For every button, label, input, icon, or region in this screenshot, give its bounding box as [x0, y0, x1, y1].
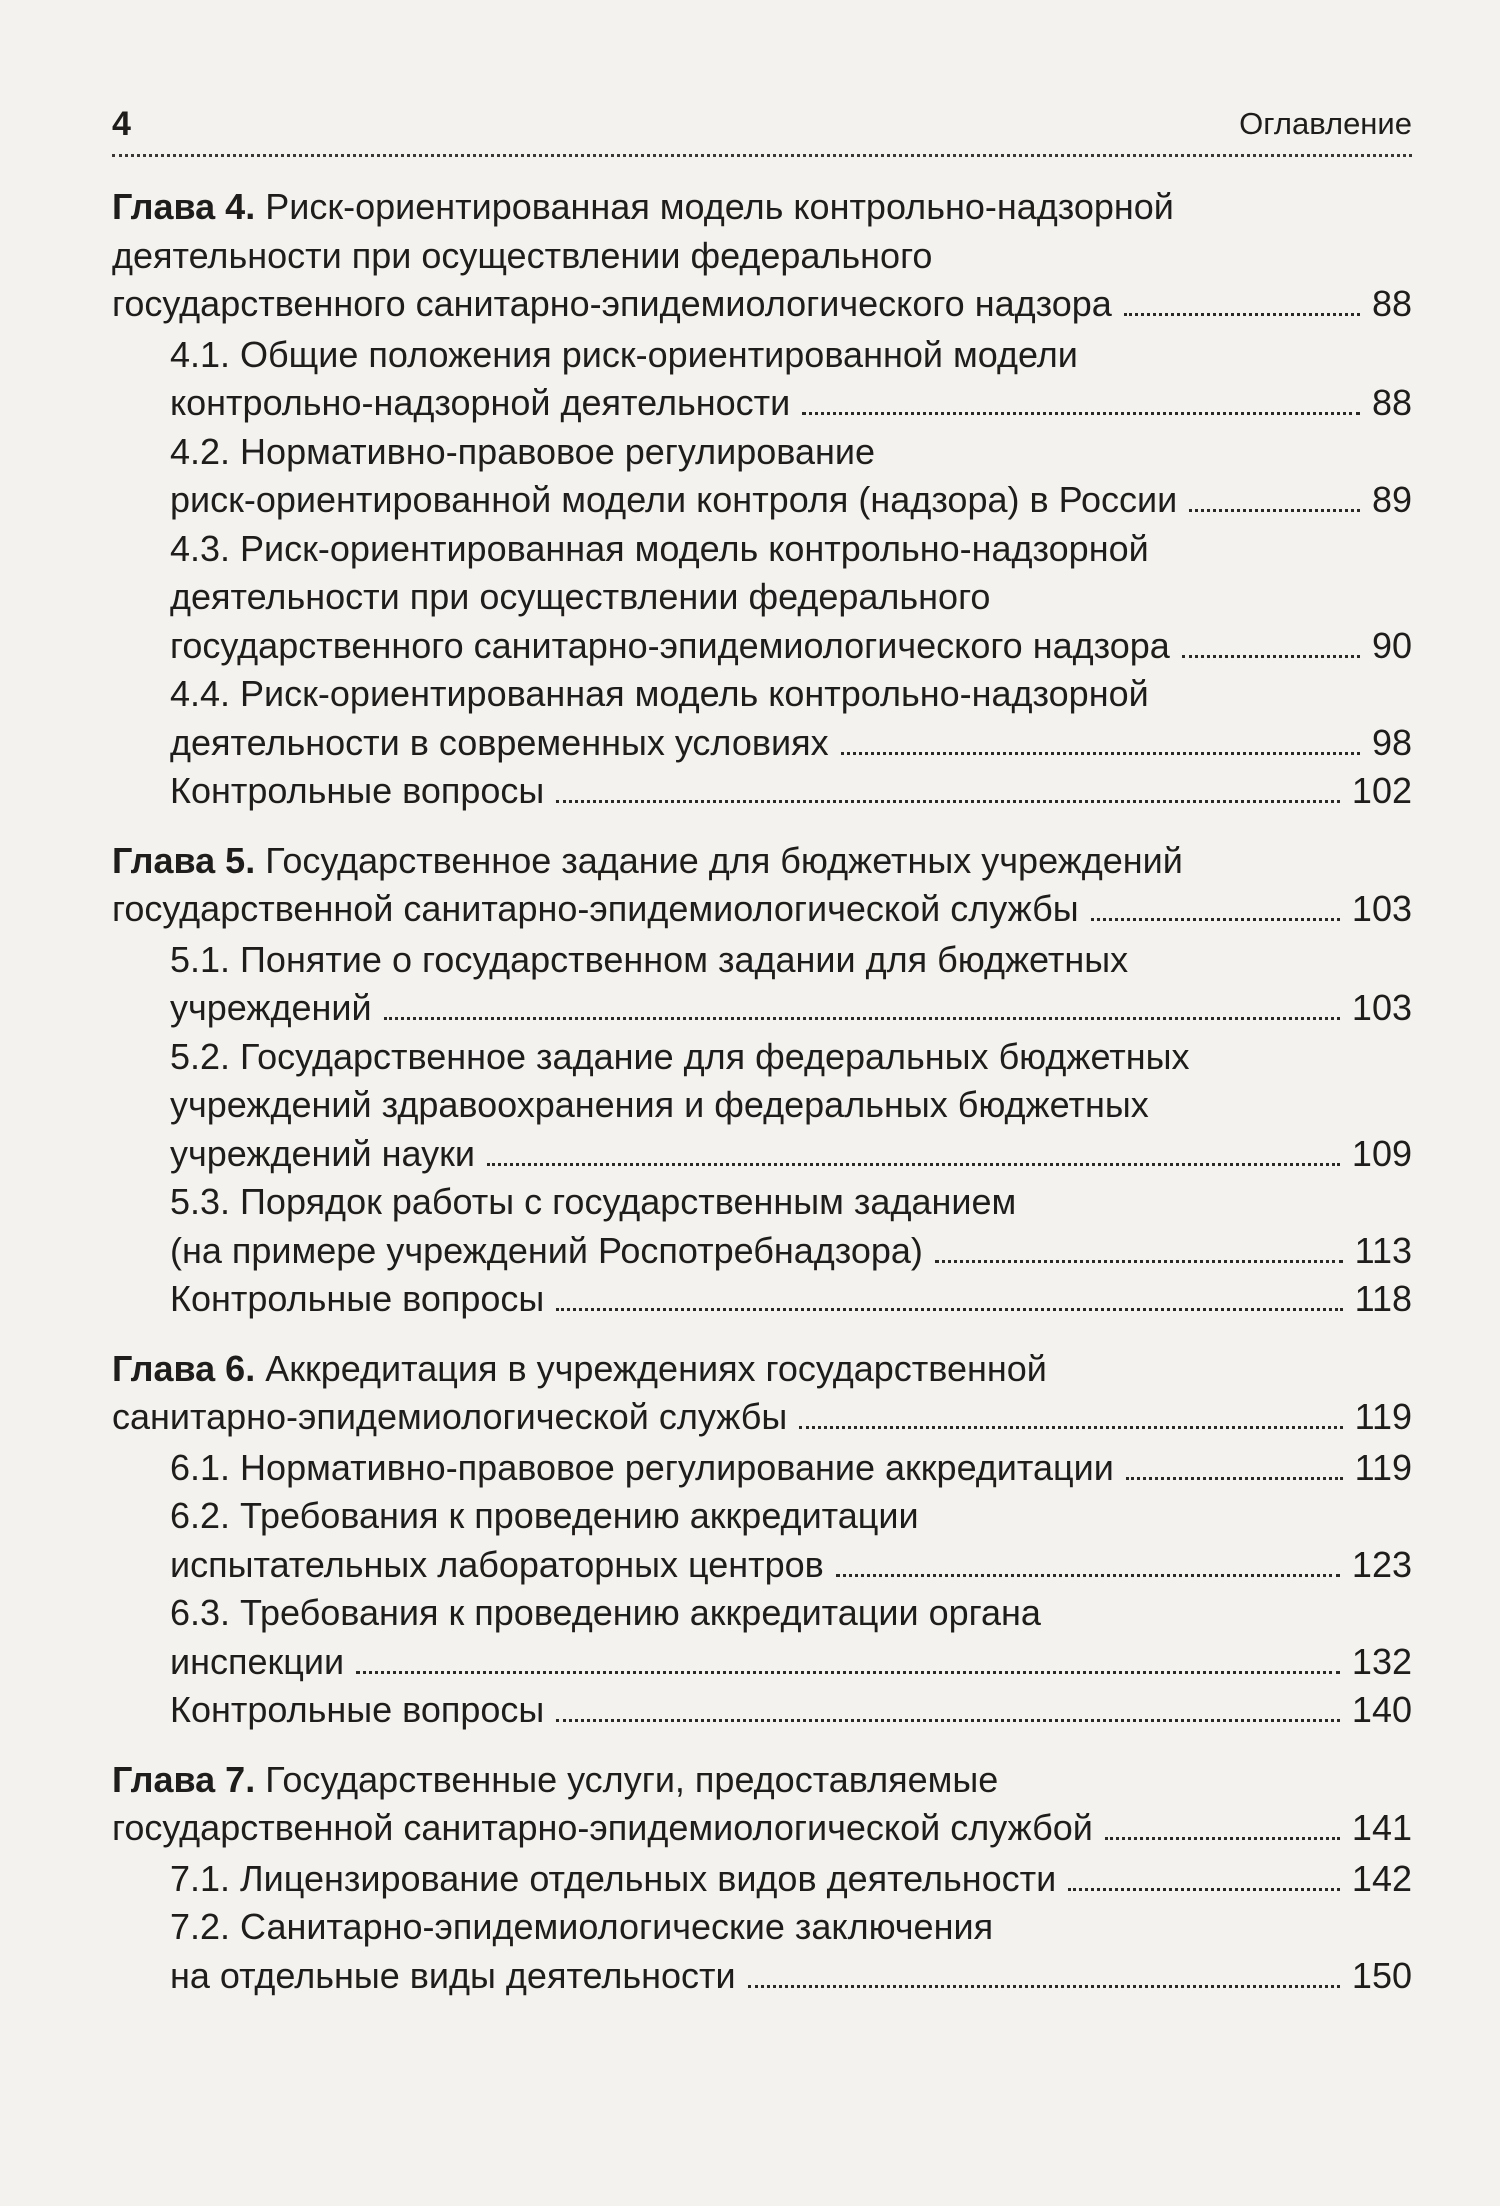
toc-chapter-7[interactable]	[112, 1757, 1412, 1803]
page-ref: 123	[1351, 1543, 1412, 1585]
toc-section[interactable]	[170, 768, 1412, 814]
section-title-line: риск-ориентированной модели контроля (надзора) в России	[170, 479, 1178, 520]
page-ref: 89	[1371, 479, 1412, 520]
toc-chapter-6[interactable]	[112, 1346, 1412, 1392]
page-ref: 140	[1351, 1689, 1412, 1730]
dot-leader	[556, 800, 1340, 803]
dot-leader	[556, 1719, 1340, 1722]
page-ref: 141	[1351, 1807, 1412, 1848]
section-title-line: Контрольные вопросы	[170, 770, 545, 811]
dot-leader	[1126, 1477, 1343, 1480]
section-title-line: инспекции	[170, 1640, 345, 1682]
section-title-line: деятельности при осуществлении федерального	[170, 576, 991, 617]
section-title-line: 7.1. Лицензирование отдельных видов деятельности	[170, 1857, 1057, 1899]
dot-leader	[1182, 655, 1360, 658]
page-ref: 119	[1354, 1446, 1412, 1488]
chapter-title-line: Аккредитация в учреждениях государственной	[265, 1347, 1047, 1389]
section-title-line: 5.1. Понятие о государственном задании для бюджетных	[170, 938, 1129, 980]
chapter-title-line: государственной санитарно-эпидемиологической службой	[112, 1807, 1093, 1848]
toc-section[interactable]	[170, 1639, 1412, 1685]
toc-section[interactable]	[170, 574, 1412, 620]
chapter-title-line: деятельности при осуществлении федерального	[112, 234, 933, 276]
toc-section[interactable]	[170, 526, 1412, 572]
page-ref: 103	[1351, 888, 1412, 929]
section-title-line: 4.4. Риск-ориентированная модель контрольно-надзорной	[170, 673, 1149, 714]
toc-section[interactable]	[170, 429, 1412, 475]
dot-leader	[1124, 313, 1360, 316]
section-title-line: учреждений	[170, 987, 372, 1028]
section-title-line: учреждений науки	[170, 1132, 475, 1174]
page-ref: 150	[1351, 1954, 1412, 1996]
section-title-line: государственного санитарно-эпидемиологического надзора	[170, 624, 1170, 666]
dot-leader	[1105, 1837, 1340, 1840]
page-ref: 142	[1351, 1857, 1412, 1899]
page-ref: 88	[1371, 382, 1412, 423]
chapter-label: Глава 5.	[112, 839, 256, 881]
section-title-line: 6.3. Требования к проведению аккредитации органа	[170, 1592, 1041, 1633]
dot-leader	[1189, 509, 1360, 512]
section-title-line: 4.1. Общие положения риск-ориентированной модели	[170, 333, 1078, 375]
toc-section[interactable]	[170, 1687, 1412, 1733]
page-ref: 118	[1354, 1278, 1412, 1319]
page-ref: 90	[1371, 624, 1412, 666]
toc-section[interactable]	[170, 1131, 1412, 1177]
section-title-line: Контрольные вопросы	[170, 1278, 545, 1319]
dot-leader	[1068, 1888, 1340, 1891]
dot-leader	[384, 1017, 1340, 1020]
page-ref: 132	[1351, 1640, 1412, 1682]
toc-section[interactable]	[170, 1904, 1412, 1950]
toc-section[interactable]	[170, 1542, 1412, 1588]
toc-section[interactable]	[170, 477, 1412, 523]
dot-leader	[841, 752, 1360, 755]
dot-leader	[799, 1426, 1342, 1429]
dot-leader	[356, 1671, 1340, 1674]
chapter-title-line: государственного санитарно-эпидемиологического надзора	[112, 283, 1112, 324]
page-ref: 103	[1351, 987, 1412, 1028]
header-divider	[112, 154, 1412, 157]
section-title-line: 6.1. Нормативно-правовое регулирование аккредитации	[170, 1446, 1114, 1488]
chapter-title-line: государственной санитарно-эпидемиологической службы	[112, 888, 1079, 929]
section-title-line: (на примере учреждений Роспотребнадзора)	[170, 1229, 923, 1271]
dot-leader	[748, 1985, 1340, 1988]
chapter-label: Глава 7.	[112, 1758, 256, 1800]
toc-section[interactable]	[170, 1034, 1412, 1080]
page-ref: 113	[1354, 1229, 1412, 1271]
toc-chapter-7[interactable]	[112, 1805, 1412, 1851]
page-ref: 88	[1371, 283, 1412, 324]
dot-leader	[556, 1308, 1342, 1311]
toc-section[interactable]	[170, 380, 1412, 426]
dot-leader	[802, 412, 1360, 415]
chapter-title-line: Риск-ориентированная модель контрольно-надзорной	[265, 186, 1174, 227]
section-title-line: Контрольные вопросы	[170, 1689, 545, 1730]
dot-leader	[935, 1260, 1343, 1263]
section-title-line: 7.2. Санитарно-эпидемиологические заключения	[170, 1906, 994, 1947]
toc-section[interactable]	[170, 1493, 1412, 1539]
toc-chapter-6[interactable]	[112, 1394, 1412, 1440]
page-number: 4	[112, 105, 131, 143]
toc-section[interactable]	[170, 1082, 1412, 1128]
section-title-line: 5.2. Государственное задание для федеральных бюджетных	[170, 1035, 1190, 1077]
chapter-title-line: Государственное задание для бюджетных учреждений	[265, 839, 1183, 881]
page-ref: 119	[1354, 1396, 1412, 1437]
toc-section[interactable]	[170, 1590, 1412, 1636]
dot-leader	[1091, 918, 1340, 921]
section-title-line: на отдельные виды деятельности	[170, 1954, 736, 1996]
toc-section[interactable]	[170, 1445, 1412, 1491]
running-head: Оглавление	[1239, 106, 1412, 141]
toc-chapter-5[interactable]	[112, 886, 1412, 932]
toc-section[interactable]	[170, 332, 1412, 378]
toc-chapter-4[interactable]	[112, 184, 1412, 230]
section-title-line: испытательных лабораторных центров	[170, 1543, 824, 1585]
toc-section[interactable]	[170, 623, 1412, 669]
dot-leader	[836, 1574, 1340, 1577]
chapter-label: Глава 4.	[112, 186, 256, 227]
toc-section[interactable]	[170, 720, 1412, 766]
toc-section[interactable]	[170, 671, 1412, 717]
page-ref: 109	[1351, 1132, 1412, 1174]
toc-section[interactable]	[170, 937, 1412, 983]
section-title-line: деятельности в современных условиях	[170, 721, 829, 763]
dot-leader	[487, 1163, 1340, 1166]
page-ref: 102	[1351, 770, 1412, 811]
toc-section[interactable]	[170, 1179, 1412, 1225]
section-title-line: 4.2. Нормативно-правовое регулирование	[170, 430, 876, 472]
toc-section[interactable]	[170, 1228, 1412, 1274]
chapter-title-line: Государственные услуги, предоставляемые	[265, 1758, 999, 1800]
toc-chapter-4[interactable]	[112, 281, 1412, 327]
section-title-line: 4.3. Риск-ориентированная модель контрольно-надзорной	[170, 527, 1149, 569]
section-title-line: 6.2. Требования к проведению аккредитации	[170, 1495, 919, 1536]
toc-section[interactable]	[170, 1276, 1412, 1322]
chapter-label: Глава 6.	[112, 1347, 256, 1389]
section-title-line: контрольно-надзорной деятельности	[170, 382, 791, 423]
toc-section[interactable]	[170, 985, 1412, 1031]
page-ref: 98	[1371, 721, 1412, 763]
toc-section[interactable]	[170, 1856, 1412, 1902]
section-title-line: учреждений здравоохранения и федеральных бюджетных	[170, 1084, 1149, 1125]
toc-section[interactable]	[170, 1953, 1412, 1999]
toc-chapter-4[interactable]	[112, 233, 1412, 279]
chapter-title-line: санитарно-эпидемиологической службы	[112, 1396, 788, 1437]
section-title-line: 5.3. Порядок работы с государственным заданием	[170, 1181, 1017, 1222]
toc-chapter-5[interactable]	[112, 838, 1412, 884]
page-header	[112, 96, 1412, 152]
